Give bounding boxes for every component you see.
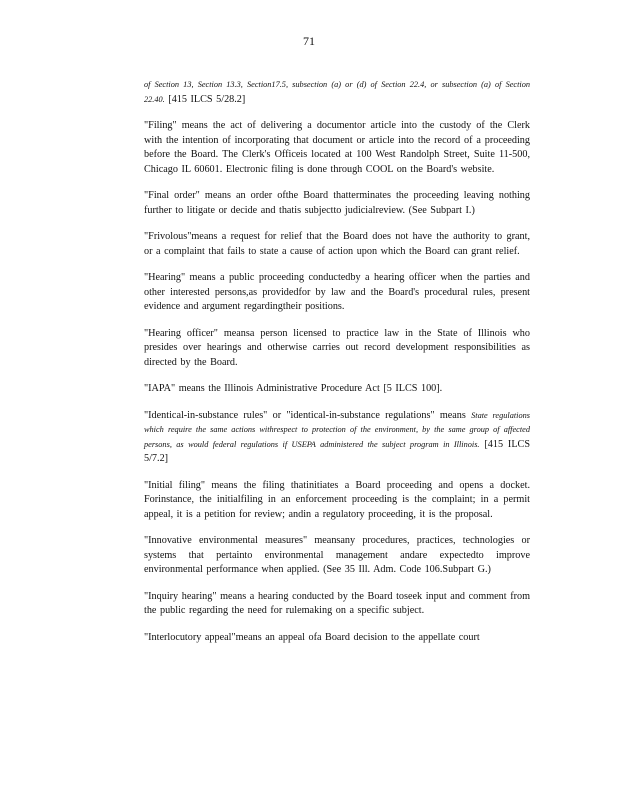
- definition-initial-filing: [144, 479, 530, 523]
- definition-text: "Initial filing" means the filing thatinitiates a Board proceeding and opens a docket. Forinstance, the initialfiling in an enforcement proceeding is the complaint; in a permit appeal, it is a petition for review; andin a regulatory proceeding, it is the proposal.: [144, 479, 530, 520]
- statute-reference: [415 ILCS 5/7.2]: [144, 438, 531, 464]
- definition-frivolous: [144, 230, 530, 259]
- definition-text: "Identical-in-substance rules" or "identical-in-substance regulations" means: [144, 409, 472, 421]
- definition-text: "Filing" means the act of delivering a documentor article into the custody of the Clerk with the intention of incorporating that document or article into the record of a proceeding before the Board. The Clerk's Officeis located at 100 West Randolph Street, Suite 11-500, Chicago IL 60601. Electronic filing is done through COOL on the Board's website.: [144, 120, 530, 175]
- definitions-body: [144, 78, 530, 657]
- paragraph-continuation: [144, 78, 530, 107]
- definition-inquiry-hearing: [144, 590, 530, 619]
- definition-text: "Interlocutory appeal"means an appeal ofa Board decision to the appellate court: [144, 631, 480, 643]
- definition-text: "Frivolous"means a request for relief that the Board does not have the authority to grant, or a complaint that fails to state a cause of action upon which the Board can grant relief.: [144, 231, 530, 257]
- definition-interlocutory-appeal: [144, 631, 530, 646]
- definition-text: "IAPA" means the Illinois Administrative Procedure Act [5 ILCS 100].: [144, 383, 443, 394]
- definition-text: "Hearing" means a public proceeding conductedby a hearing officer when the parties and other interested persons,as providedfor by law and the Board's procedural rules, present evidence and argument regardingtheir positions.: [144, 272, 530, 312]
- statute-quote-text: State regulations which require the same actions withrespect to protection of the environment, by the same group of affected persons, as would federal regulations if USEPA administered the subject program in Illinois.: [144, 410, 530, 449]
- statute-reference: [415 ILCS 5/28.2]: [164, 93, 246, 105]
- definition-text: "Inquiry hearing" means a hearing conducted by the Board toseek input and comment from the public regarding the need for rulemaking on a specific subject.: [144, 590, 530, 616]
- definition-filing: [144, 119, 530, 177]
- page-number: 71: [303, 34, 315, 48]
- definition-hearing: [144, 271, 530, 315]
- statute-citation-text: of Section 13, Section 13.3, Section17.5, subsection (a) or (d) of Section 22.4, or subsection (a) of Section 22.40.: [144, 80, 530, 104]
- definition-identical-in-substance: [144, 409, 530, 467]
- definition-text: "Innovative environmental measures" meansany procedures, practices, technologies or systems that pertainto environmental management andare expectedto improve environmental performance when applied. (See 35 Ill. Adm. Code 106.Subpart G.): [144, 535, 530, 575]
- definition-hearing-officer: [144, 327, 530, 371]
- definition-innovative-measures: [144, 534, 530, 578]
- definition-iapa: [144, 382, 530, 397]
- definition-final-order: [144, 189, 530, 218]
- definition-text: "Hearing officer" meansa person licensed to practice law in the State of Illinois who presides over hearings and otherwise carries out record development responsibilities as directed by the Board.: [144, 327, 530, 368]
- definition-text: "Final order" means an order ofthe Board thatterminates the proceeding leaving nothing further to litigate or decide and thatis subjectto judicialreview. (See Subpart I.): [144, 190, 530, 216]
